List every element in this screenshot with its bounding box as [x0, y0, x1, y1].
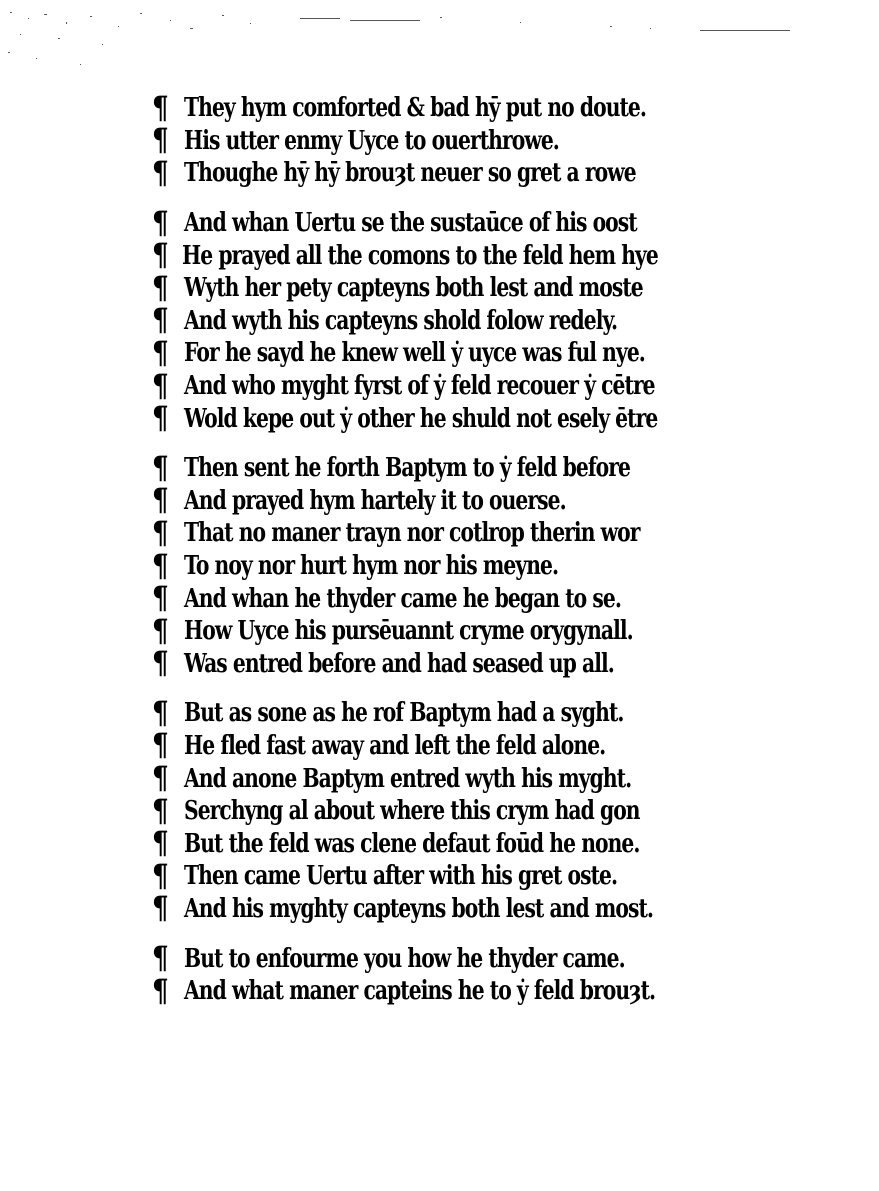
verse-line [152, 204, 792, 241]
pilcrow-icon: ¶ [152, 400, 169, 437]
stanza [152, 694, 792, 927]
pilcrow-icon: ¶ [152, 449, 169, 486]
verse-line-text: But as sone as he rof Baptym had a syght. [184, 698, 624, 729]
verse-line [152, 449, 792, 486]
verse-line [152, 302, 792, 339]
verse-line-text: His utter enmy Uyce to ouerthrowe. [184, 125, 559, 156]
verse-line [152, 582, 792, 615]
verse-line [152, 694, 792, 731]
pilcrow-icon: ¶ [152, 645, 169, 682]
verse-line-text: Thoughe hȳ hȳ brouȝt neuer so gret a rowe [184, 158, 636, 189]
verse-line [152, 269, 792, 306]
pilcrow-icon: ¶ [152, 237, 169, 274]
verse-line-text: And wyth his capteyns shold folow redely. [184, 305, 618, 336]
pilcrow-icon: ¶ [152, 302, 169, 339]
verse-line [152, 514, 792, 551]
verse-line-text: That no maner trayn nor cotlrop therin wor [184, 518, 640, 549]
pilcrow-icon: ¶ [152, 334, 169, 371]
verse-line-text: And whan he thyder came he began to se. [184, 583, 621, 614]
verse-line [152, 942, 792, 975]
stanza [152, 204, 792, 437]
pilcrow-icon: ¶ [152, 972, 169, 1009]
pilcrow-icon: ¶ [152, 269, 169, 306]
verse-line-text: How Uyce his pursēuannt cryme orygynall. [184, 616, 633, 647]
verse-line [152, 972, 792, 1009]
verse-line-text: And what maner capteins he to ẏ feld brouȝt. [184, 976, 656, 1007]
pilcrow-icon: ¶ [152, 612, 169, 649]
stanza [152, 89, 792, 191]
verse-line [152, 727, 792, 764]
pilcrow-icon: ¶ [152, 760, 169, 797]
verse-line-text: He fled fast away and left the feld alone. [184, 730, 606, 761]
verse-line [152, 762, 792, 795]
verse-line [152, 334, 792, 371]
verse-line-text: Then sent he forth Baptym to ẏ feld before [184, 453, 630, 484]
verse-line-text: And anone Baptym entred wyth his myght. [184, 763, 632, 794]
verse-line-text: But to enfourme you how he thyder came. [184, 943, 625, 974]
verse-line-text: Serchyng al about where this crym had gon [184, 796, 640, 827]
scan-noise [0, 8, 879, 68]
pilcrow-icon: ¶ [152, 825, 169, 862]
pilcrow-icon: ¶ [152, 204, 169, 241]
verse-line-text: And whan Uertu se the sustaūce of his oost [184, 208, 637, 239]
stanza [152, 449, 792, 682]
pilcrow-icon: ¶ [152, 857, 169, 894]
verse-line [152, 792, 792, 829]
pilcrow-icon: ¶ [152, 890, 169, 927]
verse-text [152, 89, 792, 1024]
verse-line-text: And his myghty capteyns both lest and most. [184, 893, 654, 924]
verse-line-text: They hym comforted & bad hȳ put no doute. [184, 93, 647, 124]
verse-line [152, 154, 792, 191]
pilcrow-icon: ¶ [152, 122, 169, 159]
verse-line [152, 122, 792, 159]
verse-line-text: For he sayd he knew well ẏ uyce was ful nye. [184, 338, 645, 369]
pilcrow-icon: ¶ [152, 580, 169, 617]
verse-line [152, 827, 792, 860]
verse-line-text: Wyth her pety capteyns both lest and moste [184, 273, 643, 304]
pilcrow-icon: ¶ [152, 792, 169, 829]
pilcrow-icon: ¶ [152, 482, 169, 519]
verse-line-text: He prayed all the comons to the feld hem hye [181, 240, 658, 271]
verse-line [152, 402, 792, 435]
verse-line [152, 890, 792, 927]
verse-line-text: Then came Uertu after with his gret oste. [184, 861, 618, 892]
verse-line [152, 482, 792, 519]
verse-line [152, 857, 792, 894]
verse-line [152, 367, 792, 404]
pilcrow-icon: ¶ [152, 514, 169, 551]
pilcrow-icon: ¶ [152, 940, 169, 977]
verse-line [152, 645, 792, 682]
pilcrow-icon: ¶ [152, 694, 169, 731]
pilcrow-icon: ¶ [152, 154, 169, 191]
verse-line [152, 547, 792, 584]
verse-line-text: And who myght fyrst of ẏ feld recouer ẏ cētre [184, 371, 655, 402]
verse-line-text: Wold kepe out ẏ other he shuld not esely ētre [184, 403, 658, 434]
verse-line [152, 89, 792, 126]
verse-line [152, 239, 792, 272]
verse-line [152, 612, 792, 649]
verse-line-text: To noy nor hurt hym nor his meyne. [184, 551, 559, 582]
pilcrow-icon: ¶ [152, 89, 169, 126]
verse-line-text: And prayed hym hartely it to ouerse. [184, 485, 566, 516]
pilcrow-icon: ¶ [152, 727, 169, 764]
verse-line-text: But the feld was clene defaut foūd he none. [184, 828, 640, 859]
verse-line-text: Was entred before and had seased up all. [184, 648, 614, 679]
pilcrow-icon: ¶ [152, 367, 169, 404]
pilcrow-icon: ¶ [152, 547, 169, 584]
stanza [152, 942, 792, 1007]
